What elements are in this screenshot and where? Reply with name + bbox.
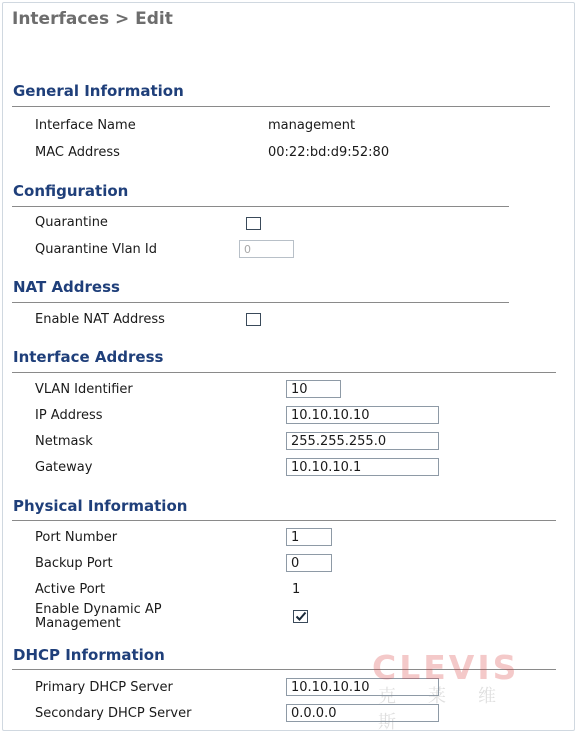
- backup-port-label: Backup Port: [35, 556, 113, 571]
- divider: [12, 520, 556, 521]
- section-title-nat: NAT Address: [13, 278, 120, 296]
- watermark-logo: [372, 648, 562, 733]
- section-title-dhcp: DHCP Information: [13, 646, 165, 664]
- mac-address-value: 00:22:bd:d9:52:80: [268, 145, 390, 160]
- interface-name-label: Interface Name: [35, 118, 136, 133]
- checkmark-icon: [295, 611, 307, 622]
- mac-address-label: MAC Address: [35, 145, 120, 160]
- section-title-configuration: Configuration: [13, 182, 129, 200]
- section-title-physical: Physical Information: [13, 497, 188, 515]
- dynamic-ap-label-line2: Management: [35, 616, 121, 631]
- quarantine-label: Quarantine: [35, 215, 108, 230]
- vlan-identifier-input[interactable]: [286, 380, 341, 398]
- netmask-label: Netmask: [35, 434, 93, 449]
- divider: [12, 206, 509, 207]
- divider: [12, 372, 556, 373]
- gateway-input[interactable]: [286, 458, 439, 476]
- section-title-interface-address: Interface Address: [13, 348, 164, 366]
- page-title: Interfaces > Edit: [12, 9, 173, 29]
- vlan-identifier-label: VLAN Identifier: [35, 382, 133, 397]
- active-port-value: 1: [292, 582, 301, 597]
- port-number-input[interactable]: [286, 528, 332, 546]
- dynamic-ap-checkbox[interactable]: [293, 610, 308, 623]
- watermark-chinese: 克莱维斯: [378, 686, 528, 733]
- port-number-label: Port Number: [35, 530, 118, 545]
- primary-dhcp-label: Primary DHCP Server: [35, 680, 173, 695]
- ip-address-input[interactable]: [286, 406, 439, 424]
- quarantine-checkbox[interactable]: [246, 217, 261, 230]
- divider: [12, 106, 550, 107]
- gateway-label: Gateway: [35, 460, 93, 475]
- quarantine-vlan-label: Quarantine Vlan Id: [35, 242, 157, 257]
- backup-port-input[interactable]: [286, 554, 332, 572]
- section-title-general: General Information: [13, 82, 184, 100]
- interface-name-value: management: [268, 118, 356, 133]
- secondary-dhcp-label: Secondary DHCP Server: [35, 706, 192, 721]
- enable-nat-label: Enable NAT Address: [35, 312, 165, 327]
- enable-nat-checkbox[interactable]: [246, 313, 261, 326]
- ip-address-label: IP Address: [35, 408, 103, 423]
- active-port-label: Active Port: [35, 582, 106, 597]
- dynamic-ap-label: [35, 603, 162, 631]
- dynamic-ap-label-line1: Enable Dynamic AP: [35, 602, 162, 617]
- netmask-input[interactable]: [286, 432, 439, 450]
- quarantine-vlan-input[interactable]: [239, 240, 294, 258]
- divider: [12, 302, 509, 303]
- watermark-brand: CLEVIS: [372, 648, 520, 687]
